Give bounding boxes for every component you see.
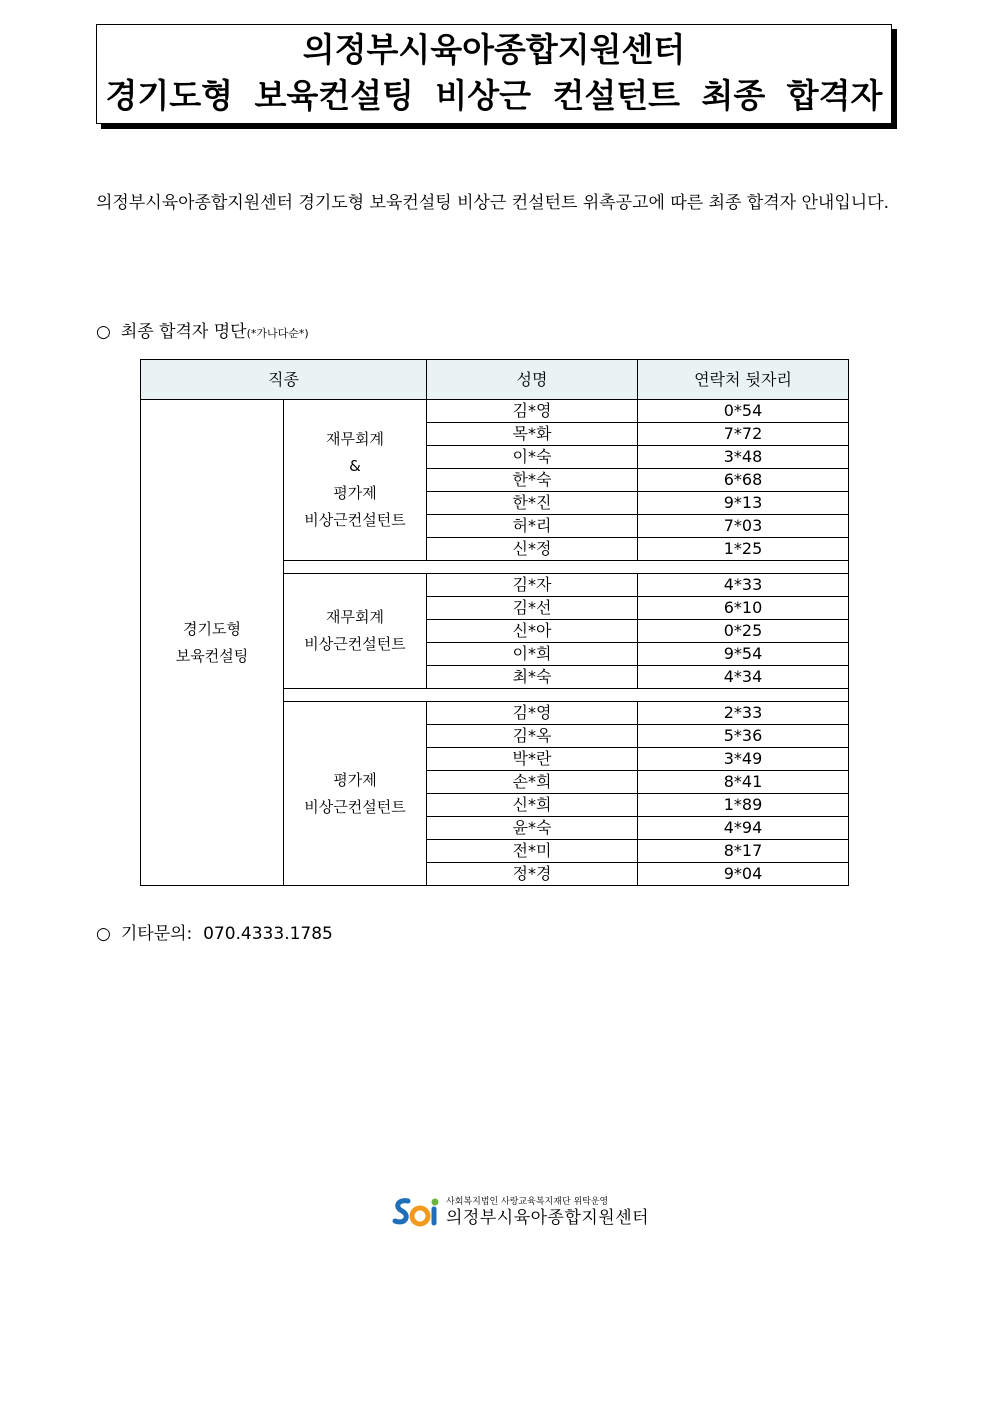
contact-cell: 9*04 bbox=[638, 863, 849, 886]
subcategory-line: 평가제 bbox=[333, 770, 377, 789]
name-cell: 김*영 bbox=[427, 702, 638, 725]
group-gap-cell bbox=[284, 561, 849, 574]
name-cell: 이*숙 bbox=[427, 446, 638, 469]
name-cell: 김*자 bbox=[427, 574, 638, 597]
subcategory-cell bbox=[284, 400, 427, 561]
name-cell: 윤*숙 bbox=[427, 817, 638, 840]
subcategory-line: 비상근컨설턴트 bbox=[304, 635, 406, 653]
table-row bbox=[141, 400, 849, 423]
name-cell: 전*미 bbox=[427, 840, 638, 863]
title-box bbox=[96, 24, 892, 124]
subcategory-cell bbox=[284, 574, 427, 689]
subcategory-line: 재무회계 bbox=[326, 608, 384, 626]
contact-cell: 4*33 bbox=[638, 574, 849, 597]
inquiry-phone: 070.4333.1785 bbox=[203, 924, 333, 944]
contact-cell: 6*10 bbox=[638, 597, 849, 620]
contact-cell: 0*54 bbox=[638, 400, 849, 423]
name-cell: 김*영 bbox=[427, 400, 638, 423]
subcategory-line: 비상근컨설턴트 bbox=[304, 511, 406, 529]
contact-cell: 9*13 bbox=[638, 492, 849, 515]
page-title: 의정부시육아종합지원센터 bbox=[302, 30, 686, 69]
name-cell: 목*화 bbox=[427, 423, 638, 446]
header-job: 직종 bbox=[141, 360, 427, 400]
roster-body bbox=[141, 400, 849, 886]
name-cell: 신*희 bbox=[427, 794, 638, 817]
inquiry-label: 기타문의: bbox=[120, 924, 193, 944]
contact-cell: 8*41 bbox=[638, 771, 849, 794]
footer-logo bbox=[390, 1194, 660, 1230]
header-contact: 연락처 뒷자리 bbox=[638, 360, 849, 400]
subcategory-cell bbox=[284, 702, 427, 886]
section-note: (*가나다순*) bbox=[246, 327, 309, 340]
soi-logo-icon bbox=[390, 1195, 444, 1229]
category-line: 경기도형 bbox=[183, 619, 241, 638]
name-cell: 정*경 bbox=[427, 863, 638, 886]
name-cell: 이*희 bbox=[427, 643, 638, 666]
contact-cell: 7*03 bbox=[638, 515, 849, 538]
subcategory-line: & bbox=[349, 457, 361, 475]
contact-cell: 4*34 bbox=[638, 666, 849, 689]
intro-text: 의정부시육아종합지원센터 경기도형 보육컨설팅 비상근 컨설턴트 위촉공고에 따른 최종 합격자 안내입니다. bbox=[96, 193, 890, 213]
name-cell: 박*란 bbox=[427, 748, 638, 771]
footer-logo-text bbox=[446, 1196, 649, 1228]
contact-cell: 3*48 bbox=[638, 446, 849, 469]
name-cell: 김*선 bbox=[427, 597, 638, 620]
contact-cell: 8*17 bbox=[638, 840, 849, 863]
footer-org-name: 의정부시육아종합지원센터 bbox=[446, 1208, 650, 1228]
contact-cell: 0*25 bbox=[638, 620, 849, 643]
name-cell: 허*리 bbox=[427, 515, 638, 538]
section-inquiry bbox=[96, 922, 333, 946]
name-cell: 최*숙 bbox=[427, 666, 638, 689]
name-cell: 한*진 bbox=[427, 492, 638, 515]
name-cell: 한*숙 bbox=[427, 469, 638, 492]
roster-table bbox=[140, 359, 849, 886]
category-line: 보육컨설팅 bbox=[175, 646, 249, 665]
name-cell: 신*아 bbox=[427, 620, 638, 643]
contact-cell: 7*72 bbox=[638, 423, 849, 446]
contact-cell: 1*25 bbox=[638, 538, 849, 561]
subcategory-line: 평가제 bbox=[333, 484, 377, 502]
name-cell: 김*옥 bbox=[427, 725, 638, 748]
name-cell: 신*정 bbox=[427, 538, 638, 561]
table-header-row bbox=[141, 360, 849, 400]
contact-cell: 1*89 bbox=[638, 794, 849, 817]
subcategory-line: 비상근컨설턴트 bbox=[304, 797, 406, 816]
bullet-circle: ○ bbox=[96, 322, 111, 342]
contact-cell: 6*68 bbox=[638, 469, 849, 492]
section-label: 최종 합격자 명단 bbox=[120, 322, 247, 342]
contact-cell: 9*54 bbox=[638, 643, 849, 666]
group-gap-cell bbox=[284, 689, 849, 702]
contact-cell: 2*33 bbox=[638, 702, 849, 725]
category-cell bbox=[141, 400, 284, 886]
section-roster-heading bbox=[96, 320, 309, 346]
bullet-circle: ○ bbox=[96, 924, 111, 944]
name-cell: 손*희 bbox=[427, 771, 638, 794]
subcategory-line: 재무회계 bbox=[326, 430, 384, 448]
contact-cell: 4*94 bbox=[638, 817, 849, 840]
contact-cell: 3*49 bbox=[638, 748, 849, 771]
footer-subtitle: 사회복지법인 사랑교육복지재단 위탁운영 bbox=[446, 1197, 609, 1207]
header-name: 성명 bbox=[427, 360, 638, 400]
page-subtitle: 경기도형 보육컨설팅 비상근 컨설턴트 최종 합격자 bbox=[105, 76, 883, 115]
contact-cell: 5*36 bbox=[638, 725, 849, 748]
